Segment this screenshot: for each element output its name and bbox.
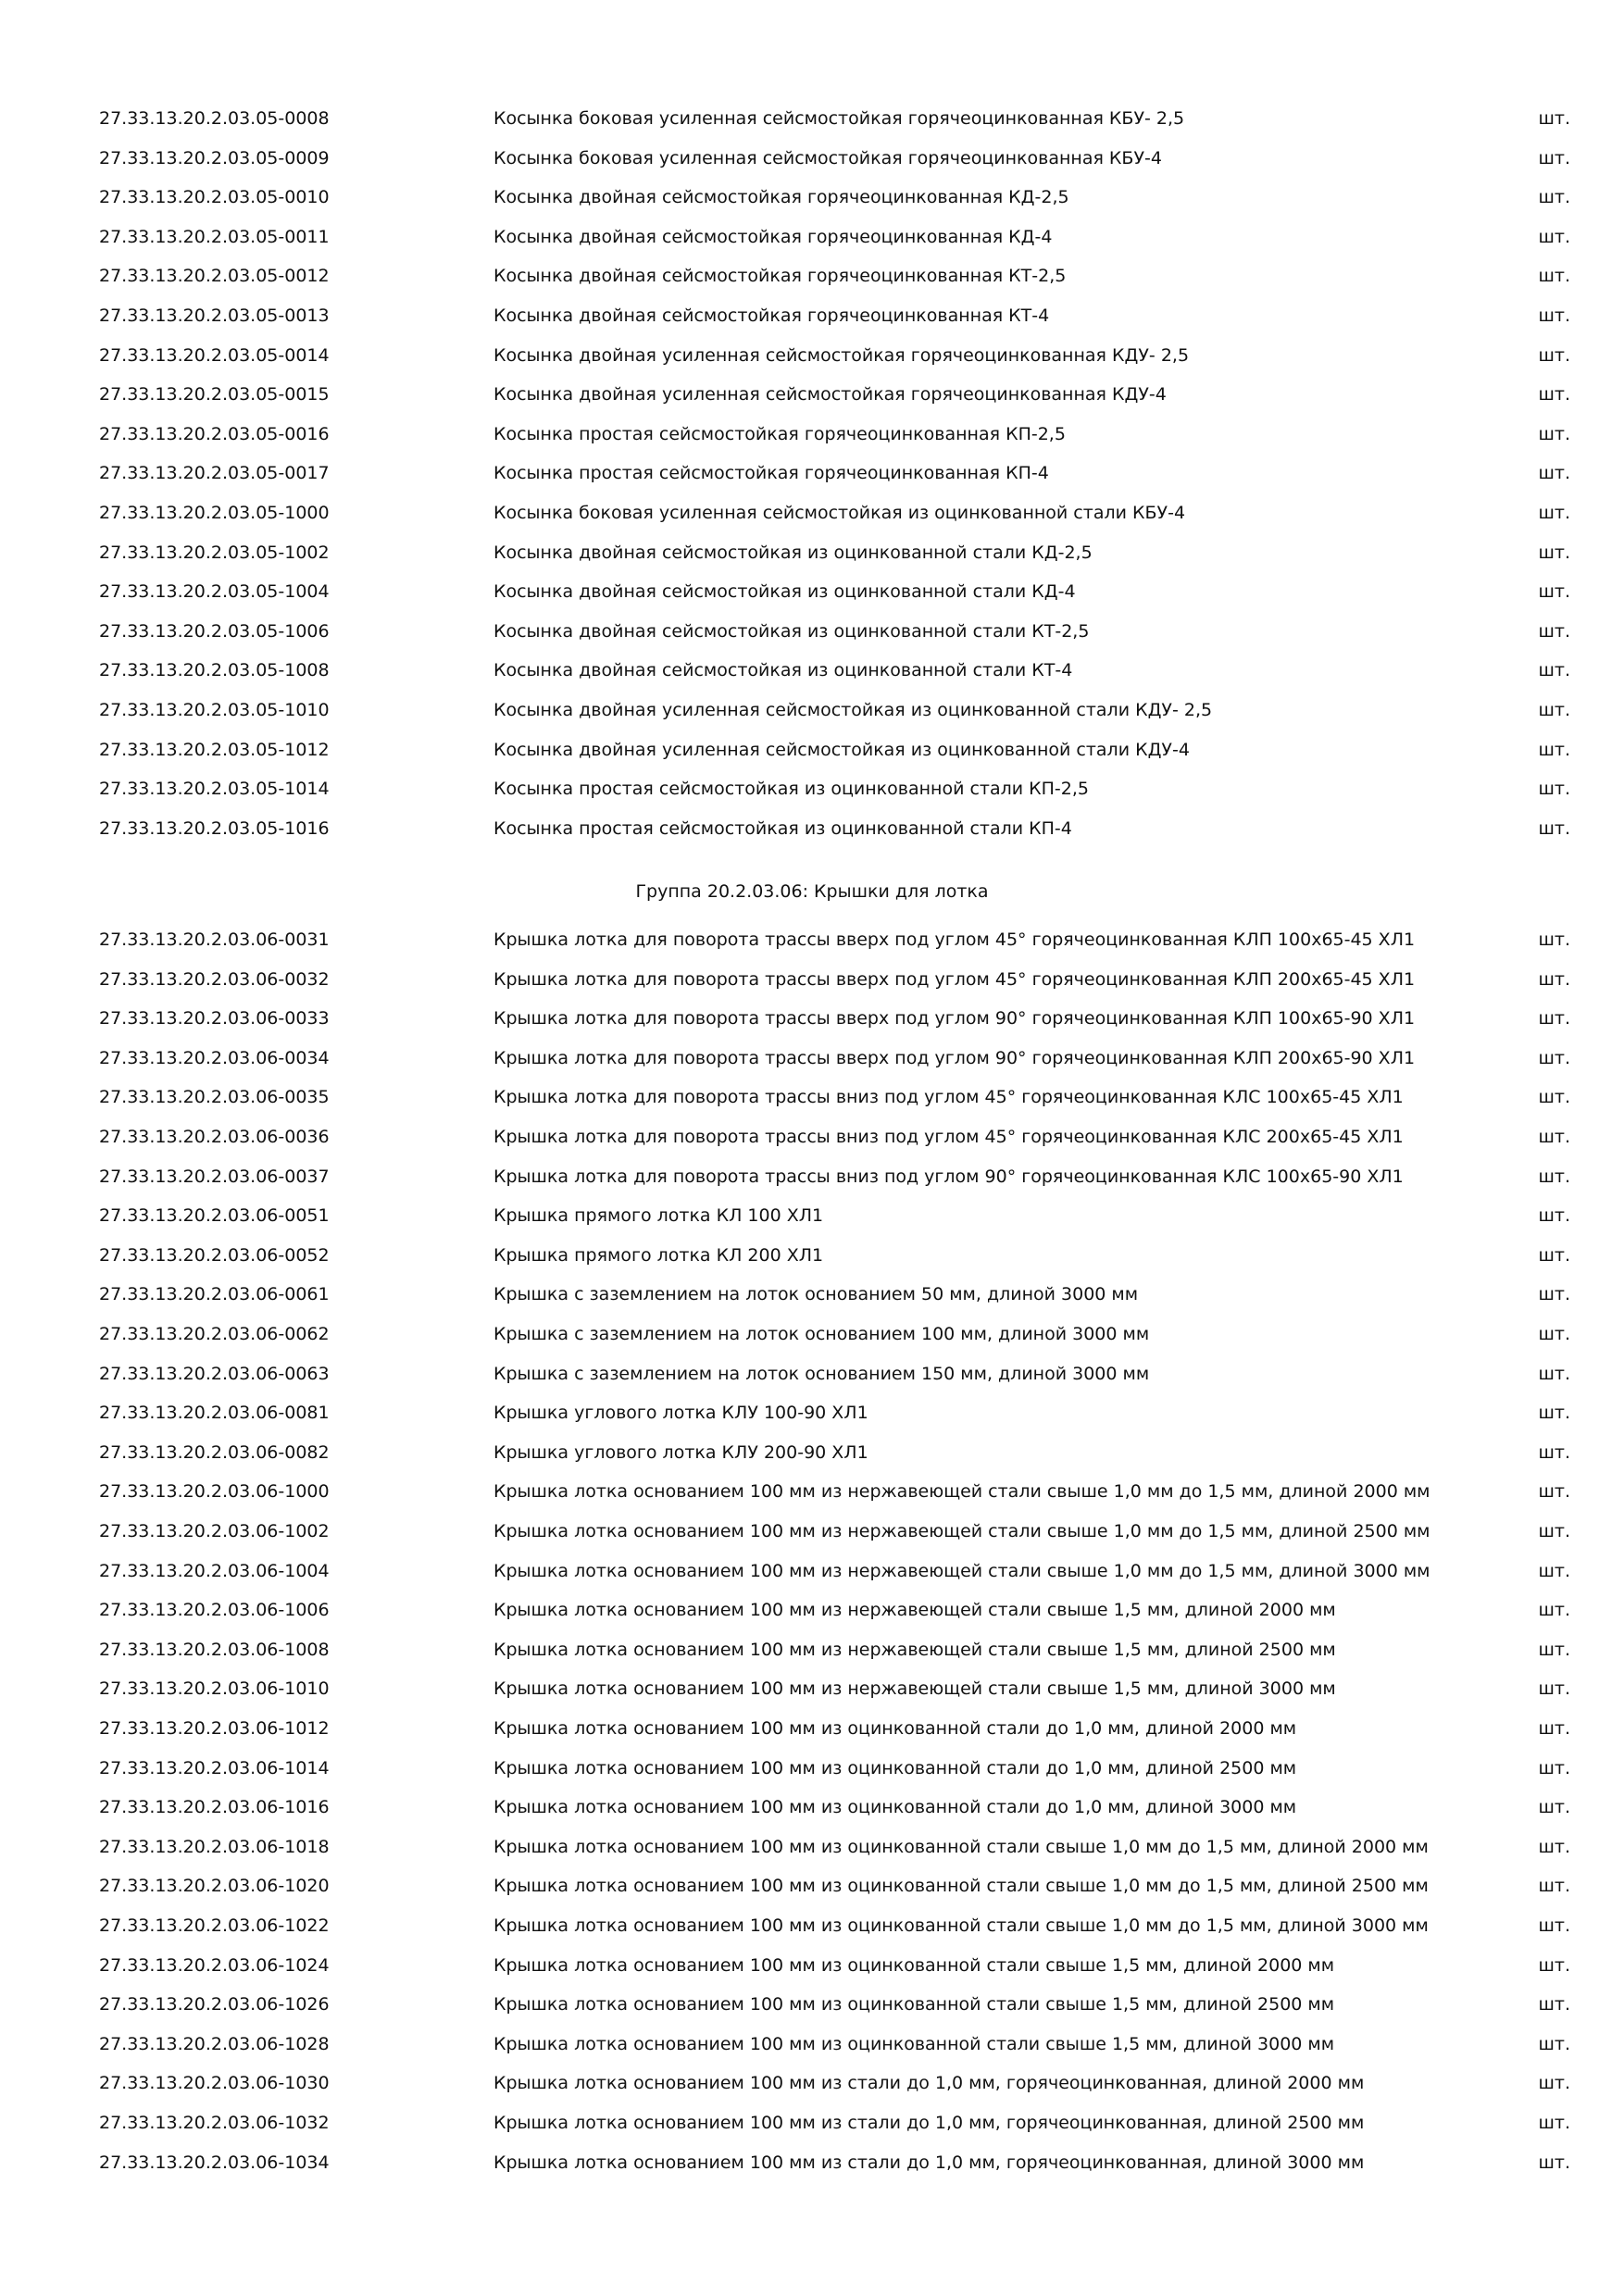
item-code: 27.33.13.20.2.03.05-1012 [99, 739, 330, 760]
item-code: 27.33.13.20.2.03.06-1032 [99, 2113, 330, 2133]
item-code: 27.33.13.20.2.03.05-1008 [99, 660, 330, 681]
item-unit: шт. [1538, 1797, 1570, 1818]
item-name: Косынка двойная сейсмостойкая из оцинкованной стали КД-2,5 [493, 542, 1093, 563]
item-name: Крышка лотка основанием 100 мм из оцинкованной стали свыше 1,0 мм до 1,5 мм, длиной 2000 мм [493, 1836, 1429, 1857]
item-code: 27.33.13.20.2.03.05-0017 [99, 463, 330, 484]
item-unit: шт. [1538, 1600, 1570, 1621]
item-name: Косынка простая сейсмостойкая горячеоцинкованная КП-4 [493, 463, 1049, 484]
item-unit: шт. [1538, 423, 1570, 444]
table-row [0, 296, 1624, 335]
item-code: 27.33.13.20.2.03.06-1010 [99, 1678, 330, 1700]
item-code: 27.33.13.20.2.03.06-0051 [99, 1205, 330, 1227]
item-code: 27.33.13.20.2.03.06-0037 [99, 1166, 330, 1187]
table-row [0, 920, 1624, 959]
table-row [0, 218, 1624, 256]
table-row [0, 1196, 1624, 1235]
item-code: 27.33.13.20.2.03.05-0009 [99, 147, 330, 168]
item-code: 27.33.13.20.2.03.05-0012 [99, 266, 330, 287]
item-unit: шт. [1538, 739, 1570, 760]
table-row [0, 1552, 1624, 1591]
item-code: 27.33.13.20.2.03.05-0011 [99, 226, 330, 247]
item-unit: шт. [1538, 700, 1570, 720]
item-code: 27.33.13.20.2.03.06-0035 [99, 1087, 330, 1108]
item-code: 27.33.13.20.2.03.05-1014 [99, 779, 330, 800]
item-name: Косынка двойная сейсмостойкая горячеоцинкованная КТ-4 [493, 306, 1050, 326]
table-row [0, 415, 1624, 454]
item-code: 27.33.13.20.2.03.06-1006 [99, 1600, 330, 1621]
item-name: Косынка боковая усиленная сейсмостойкая горячеоцинкованная КБУ-4 [493, 147, 1162, 168]
item-name: Крышка лотка основанием 100 мм из нержавеющей стали свыше 1,5 мм, длиной 2500 мм [493, 1639, 1336, 1660]
item-name: Косынка простая сейсмостойкая горячеоцинкованная КП-2,5 [493, 423, 1066, 444]
item-name: Косынка двойная усиленная сейсмостойкая горячеоцинкованная КДУ-4 [493, 384, 1167, 406]
table-row [0, 612, 1624, 651]
item-code: 27.33.13.20.2.03.06-1018 [99, 1836, 330, 1857]
item-name: Крышка лотка основанием 100 мм из нержавеющей стали свыше 1,0 мм до 1,5 мм, длиной 2000 мм [493, 1481, 1430, 1503]
table-row [0, 1433, 1624, 1472]
item-unit: шт. [1538, 1757, 1570, 1778]
table-row [0, 809, 1624, 848]
item-name: Косынка боковая усиленная сейсмостойкая из оцинкованной стали КБУ-4 [493, 503, 1186, 523]
item-name: Крышка лотка основанием 100 мм из стали до 1,0 мм, горячеоцинкованная, длиной 2000 мм [493, 2073, 1365, 2094]
item-name: Крышка лотка для поворота трассы вниз под углом 45° горячеоцинкованная КЛС 200х65-45 ХЛ1 [493, 1127, 1404, 1147]
item-code: 27.33.13.20.2.03.05-1010 [99, 700, 330, 720]
item-name: Крышка лотка основанием 100 мм из оцинкованной стали до 1,0 мм, длиной 3000 мм [493, 1797, 1297, 1818]
item-name: Крышка углового лотка КЛУ 200-90 ХЛ1 [493, 1441, 868, 1463]
item-code: 27.33.13.20.2.03.06-0081 [99, 1403, 330, 1424]
table-row [0, 769, 1624, 808]
table-row [0, 960, 1624, 999]
item-code: 27.33.13.20.2.03.05-1002 [99, 542, 330, 563]
table-row [0, 691, 1624, 730]
item-code: 27.33.13.20.2.03.06-1034 [99, 2152, 330, 2173]
item-unit: шт. [1538, 1876, 1570, 1897]
item-unit: шт. [1538, 930, 1570, 950]
table-row [0, 493, 1624, 532]
item-name: Крышка лотка основанием 100 мм из стали до 1,0 мм, горячеоцинкованная, длиной 3000 мм [493, 2152, 1365, 2173]
item-unit: шт. [1538, 1994, 1570, 2015]
item-code: 27.33.13.20.2.03.06-0034 [99, 1047, 330, 1068]
table-row [0, 336, 1624, 375]
item-code: 27.33.13.20.2.03.06-1014 [99, 1757, 330, 1778]
item-unit: шт. [1538, 266, 1570, 287]
item-unit: шт. [1538, 2152, 1570, 2173]
table-row [0, 999, 1624, 1038]
item-name: Крышка лотка для поворота трассы вниз под углом 45° горячеоцинкованная КЛС 100х65-45 ХЛ1 [493, 1087, 1404, 1108]
item-name: Крышка лотка для поворота трассы вверх под углом 90° горячеоцинкованная КЛП 200х65-90 ХЛ1 [493, 1047, 1416, 1068]
item-unit: шт. [1538, 1087, 1570, 1108]
item-name: Крышка лотка основанием 100 мм из нержавеющей стали свыше 1,5 мм, длиной 3000 мм [493, 1678, 1336, 1700]
item-unit: шт. [1538, 1244, 1570, 1266]
item-code: 27.33.13.20.2.03.06-1022 [99, 1915, 330, 1936]
item-name: Крышка с заземлением на лоток основанием 150 мм, длиной 3000 мм [493, 1363, 1150, 1384]
item-code: 27.33.13.20.2.03.06-1004 [99, 1560, 330, 1581]
table-row [0, 1591, 1624, 1629]
table-row [0, 1749, 1624, 1788]
item-name: Косынка простая сейсмостойкая из оцинкованной стали КП-4 [493, 817, 1072, 839]
item-code: 27.33.13.20.2.03.06-1000 [99, 1481, 330, 1503]
item-name: Косынка боковая усиленная сейсмостойкая горячеоцинкованная КБУ- 2,5 [493, 108, 1185, 129]
table-row [0, 375, 1624, 414]
item-code: 27.33.13.20.2.03.06-1002 [99, 1521, 330, 1541]
item-unit: шт. [1538, 1047, 1570, 1068]
table-row [0, 2064, 1624, 2103]
item-unit: шт. [1538, 1363, 1570, 1384]
item-unit: шт. [1538, 620, 1570, 642]
item-code: 27.33.13.20.2.03.05-0014 [99, 344, 330, 366]
item-code: 27.33.13.20.2.03.06-0062 [99, 1324, 330, 1344]
item-name: Крышка лотка основанием 100 мм из нержавеющей стали свыше 1,0 мм до 1,5 мм, длиной 2500 мм [493, 1521, 1430, 1541]
item-name: Крышка прямого лотка КЛ 200 ХЛ1 [493, 1244, 824, 1266]
item-name: Крышка лотка для поворота трассы вверх под углом 90° горячеоцинкованная КЛП 100х65-90 ХЛ1 [493, 1008, 1416, 1029]
item-code: 27.33.13.20.2.03.06-1012 [99, 1718, 330, 1739]
item-code: 27.33.13.20.2.03.06-1024 [99, 1954, 330, 1976]
item-name: Косынка двойная усиленная сейсмостойкая горячеоцинкованная КДУ- 2,5 [493, 344, 1190, 366]
item-code: 27.33.13.20.2.03.06-0031 [99, 930, 330, 950]
item-unit: шт. [1538, 306, 1570, 326]
table-row [0, 178, 1624, 217]
table-row [0, 2103, 1624, 2142]
item-unit: шт. [1538, 1284, 1570, 1305]
item-unit: шт. [1538, 581, 1570, 603]
item-unit: шт. [1538, 1403, 1570, 1424]
table-row [0, 256, 1624, 295]
item-unit: шт. [1538, 187, 1570, 208]
item-unit: шт. [1538, 1166, 1570, 1187]
item-name: Крышка с заземлением на лоток основанием 50 мм, длиной 3000 мм [493, 1284, 1139, 1305]
table-row [0, 1393, 1624, 1432]
item-name: Крышка с заземлением на лоток основанием 100 мм, длиной 3000 мм [493, 1324, 1150, 1344]
table-row [0, 533, 1624, 572]
item-name: Косынка двойная сейсмостойкая горячеоцинкованная КД-4 [493, 226, 1053, 247]
item-code: 27.33.13.20.2.03.06-1026 [99, 1994, 330, 2015]
table-row [0, 1906, 1624, 1945]
table-row [0, 1117, 1624, 1156]
item-unit: шт. [1538, 2033, 1570, 2054]
item-unit: шт. [1538, 1678, 1570, 1700]
item-name: Крышка лотка основанием 100 мм из нержавеющей стали свыше 1,0 мм до 1,5 мм, длиной 3000 мм [493, 1560, 1430, 1581]
table-row [0, 1315, 1624, 1354]
item-name: Крышка лотка основанием 100 мм из оцинкованной стали свыше 1,5 мм, длиной 2000 мм [493, 1954, 1335, 1976]
item-code: 27.33.13.20.2.03.06-0052 [99, 1244, 330, 1266]
item-code: 27.33.13.20.2.03.05-0016 [99, 423, 330, 444]
group-heading: Группа 20.2.03.06: Крышки для лотка [635, 881, 989, 902]
item-unit: шт. [1538, 463, 1570, 484]
item-unit: шт. [1538, 1127, 1570, 1147]
item-name: Косынка простая сейсмостойкая из оцинкованной стали КП-2,5 [493, 779, 1089, 800]
table-row [0, 651, 1624, 690]
table-row [0, 1157, 1624, 1196]
item-unit: шт. [1538, 1560, 1570, 1581]
item-unit: шт. [1538, 1205, 1570, 1227]
item-name: Крышка углового лотка КЛУ 100-90 ХЛ1 [493, 1403, 868, 1424]
table-row [0, 1236, 1624, 1275]
item-name: Крышка лотка основанием 100 мм из нержавеющей стали свыше 1,5 мм, длиной 2000 мм [493, 1600, 1336, 1621]
table-row [0, 1828, 1624, 1866]
item-unit: шт. [1538, 2113, 1570, 2133]
item-unit: шт. [1538, 1954, 1570, 1976]
item-name: Косынка двойная усиленная сейсмостойкая из оцинкованной стали КДУ-4 [493, 739, 1190, 760]
item-unit: шт. [1538, 779, 1570, 800]
item-unit: шт. [1538, 968, 1570, 990]
table-row [0, 454, 1624, 493]
item-code: 27.33.13.20.2.03.05-0013 [99, 306, 330, 326]
table-row [0, 572, 1624, 611]
item-name: Крышка лотка основанием 100 мм из оцинкованной стали до 1,0 мм, длиной 2500 мм [493, 1757, 1297, 1778]
item-code: 27.33.13.20.2.03.06-0082 [99, 1441, 330, 1463]
item-name: Косынка двойная сейсмостойкая горячеоцинкованная КТ-2,5 [493, 266, 1067, 287]
table-row [0, 1039, 1624, 1078]
table-row [0, 1275, 1624, 1314]
item-name: Крышка лотка основанием 100 мм из оцинкованной стали свыше 1,5 мм, длиной 3000 мм [493, 2033, 1335, 2054]
item-name: Крышка лотка основанием 100 мм из оцинкованной стали свыше 1,5 мм, длиной 2500 мм [493, 1994, 1335, 2015]
item-unit: шт. [1538, 660, 1570, 681]
table-row [0, 2143, 1624, 2182]
item-code: 27.33.13.20.2.03.05-1004 [99, 581, 330, 603]
item-name: Крышка лотка для поворота трассы вверх под углом 45° горячеоцинкованная КЛП 100х65-45 ХЛ1 [493, 930, 1416, 950]
table-row [0, 1472, 1624, 1511]
item-unit: шт. [1538, 1008, 1570, 1029]
table-row [0, 1354, 1624, 1393]
item-unit: шт. [1538, 108, 1570, 129]
table-row [0, 1709, 1624, 1748]
item-code: 27.33.13.20.2.03.06-0061 [99, 1284, 330, 1305]
item-code: 27.33.13.20.2.03.06-0033 [99, 1008, 330, 1029]
table-row [0, 1669, 1624, 1708]
table-row [0, 2025, 1624, 2064]
item-code: 27.33.13.20.2.03.06-1028 [99, 2033, 330, 2054]
item-code: 27.33.13.20.2.03.05-0010 [99, 187, 330, 208]
item-unit: шт. [1538, 344, 1570, 366]
item-unit: шт. [1538, 1639, 1570, 1660]
item-code: 27.33.13.20.2.03.06-1020 [99, 1876, 330, 1897]
item-code: 27.33.13.20.2.03.06-1008 [99, 1639, 330, 1660]
table-row [0, 1078, 1624, 1117]
item-unit: шт. [1538, 2073, 1570, 2094]
item-unit: шт. [1538, 147, 1570, 168]
item-name: Крышка лотка основанием 100 мм из оцинкованной стали свыше 1,0 мм до 1,5 мм, длиной 2500 мм [493, 1876, 1429, 1897]
item-name: Косынка двойная сейсмостойкая из оцинкованной стали КТ-4 [493, 660, 1073, 681]
item-code: 27.33.13.20.2.03.05-1006 [99, 620, 330, 642]
item-unit: шт. [1538, 1915, 1570, 1936]
item-unit: шт. [1538, 1441, 1570, 1463]
item-name: Крышка лотка для поворота трассы вверх под углом 45° горячеоцинкованная КЛП 200х65-45 ХЛ1 [493, 968, 1416, 990]
item-unit: шт. [1538, 503, 1570, 523]
item-unit: шт. [1538, 384, 1570, 406]
table-row [0, 1512, 1624, 1551]
table-row [0, 1985, 1624, 2024]
item-unit: шт. [1538, 1324, 1570, 1344]
item-unit: шт. [1538, 1718, 1570, 1739]
item-code: 27.33.13.20.2.03.05-1000 [99, 503, 330, 523]
item-code: 27.33.13.20.2.03.05-0015 [99, 384, 330, 406]
table-row [0, 730, 1624, 769]
item-unit: шт. [1538, 226, 1570, 247]
item-name: Крышка лотка основанием 100 мм из оцинкованной стали до 1,0 мм, длиной 2000 мм [493, 1718, 1297, 1739]
item-code: 27.33.13.20.2.03.05-1016 [99, 817, 330, 839]
table-row [0, 99, 1624, 138]
table-row [0, 1946, 1624, 1985]
table-row [0, 139, 1624, 178]
item-code: 27.33.13.20.2.03.06-1016 [99, 1797, 330, 1818]
item-name: Косынка двойная сейсмостойкая из оцинкованной стали КТ-2,5 [493, 620, 1090, 642]
item-name: Крышка прямого лотка КЛ 100 ХЛ1 [493, 1205, 824, 1227]
item-code: 27.33.13.20.2.03.06-0032 [99, 968, 330, 990]
item-name: Косынка двойная сейсмостойкая из оцинкованной стали КД-4 [493, 581, 1076, 603]
item-unit: шт. [1538, 1521, 1570, 1541]
item-name: Крышка лотка основанием 100 мм из оцинкованной стали свыше 1,0 мм до 1,5 мм, длиной 3000 мм [493, 1915, 1429, 1936]
item-name: Косынка двойная сейсмостойкая горячеоцинкованная КД-2,5 [493, 187, 1069, 208]
item-name: Крышка лотка для поворота трассы вниз под углом 90° горячеоцинкованная КЛС 100х65-90 ХЛ1 [493, 1166, 1404, 1187]
item-name: Косынка двойная усиленная сейсмостойкая из оцинкованной стали КДУ- 2,5 [493, 700, 1213, 720]
item-unit: шт. [1538, 817, 1570, 839]
table-row [0, 1630, 1624, 1669]
item-unit: шт. [1538, 1481, 1570, 1503]
item-code: 27.33.13.20.2.03.06-0063 [99, 1363, 330, 1384]
table-row [0, 1788, 1624, 1827]
item-code: 27.33.13.20.2.03.05-0008 [99, 108, 330, 129]
item-code: 27.33.13.20.2.03.06-0036 [99, 1127, 330, 1147]
table-row [0, 1866, 1624, 1905]
item-name: Крышка лотка основанием 100 мм из стали до 1,0 мм, горячеоцинкованная, длиной 2500 мм [493, 2113, 1365, 2133]
item-unit: шт. [1538, 542, 1570, 563]
item-code: 27.33.13.20.2.03.06-1030 [99, 2073, 330, 2094]
item-unit: шт. [1538, 1836, 1570, 1857]
